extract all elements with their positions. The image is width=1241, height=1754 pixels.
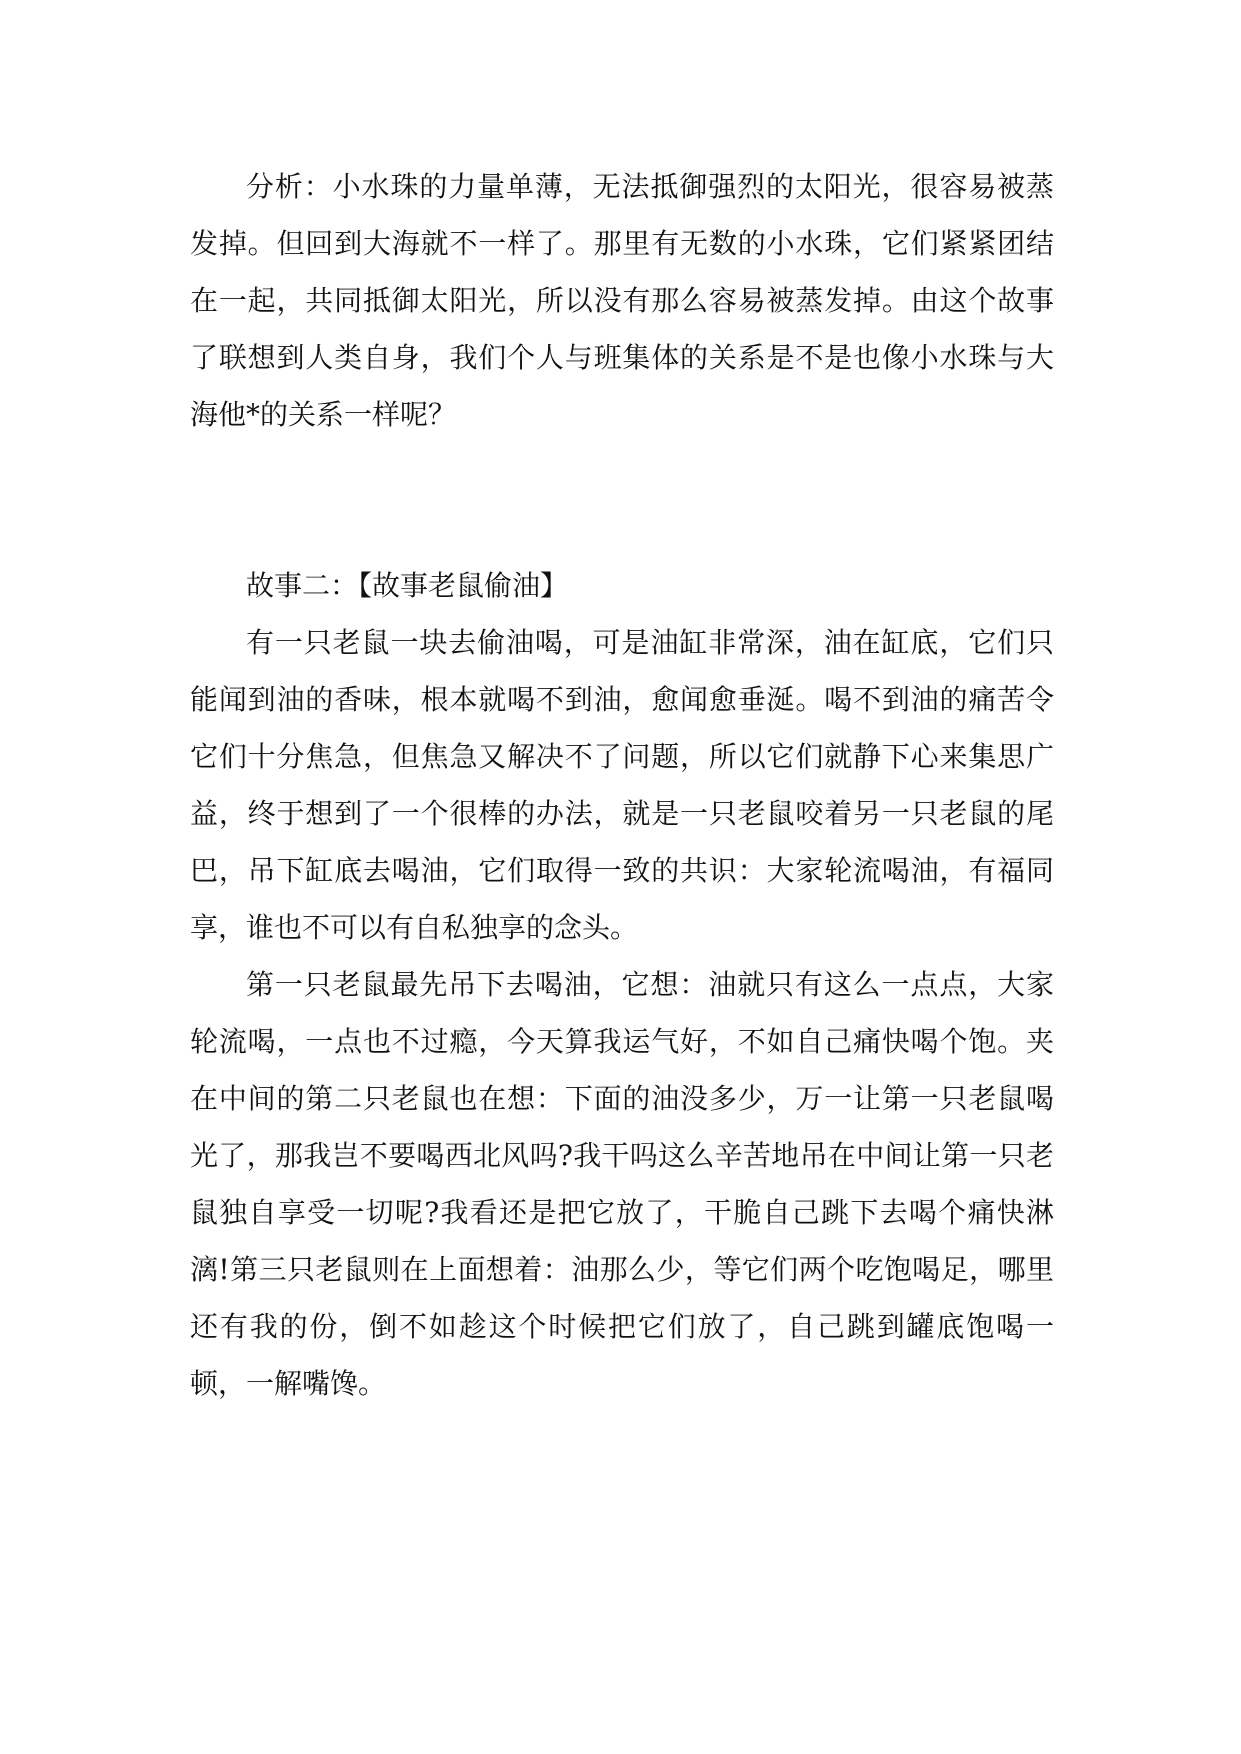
- story-two-paragraph-2: 第一只老鼠最先吊下去喝油，它想：油就只有这么一点点，大家轮流喝，一点也不过瘾，今天算我运气好，不如自己痛快喝个饱。夹在中间的第二只老鼠也在想：下面的油没多少，万一让第一只老鼠喝光了，那我岂不要喝西北风吗?我干吗这么辛苦地吊在中间让第一只老鼠独自享受一切呢?我看还是把它放了，干脆自己跳下去喝个痛快淋漓!第三只老鼠则在上面想着：油那么少，等它们两个吃饱喝足，哪里还有我的份，倒不如趁这个时候把它们放了，自己跳到罐底饱喝一顿，一解嘴馋。: [190, 968, 1054, 1400]
- story-two-paragraph-1: 有一只老鼠一块去偷油喝，可是油缸非常深，油在缸底，它们只能闻到油的香味，根本就喝不到油，愈闻愈垂涎。喝不到油的痛苦令它们十分焦急，但焦急又解决不了问题，所以它们就静下心来集思广益，终于想到了一个很棒的办法，就是一只老鼠咬着另一只老鼠的尾巴，吊下缸底去喝油，它们取得一致的共识：大家轮流喝油，有福同享，谁也不可以有自私独享的念头。: [190, 626, 1054, 944]
- story-two-title: 故事二：【故事老鼠偷油】: [246, 569, 569, 602]
- document-body: [190, 158, 1054, 1412]
- section-gap: [190, 443, 1054, 557]
- analysis-paragraph: 分析：小水珠的力量单薄，无法抵御强烈的太阳光，很容易被蒸发掉。但回到大海就不一样了。那里有无数的小水珠，它们紧紧团结在一起，共同抵御太阳光，所以没有那么容易被蒸发掉。由这个故事了联想到人类自身，我们个人与班集体的关系是不是也像小水珠与大海他*的关系一样呢？: [190, 170, 1054, 431]
